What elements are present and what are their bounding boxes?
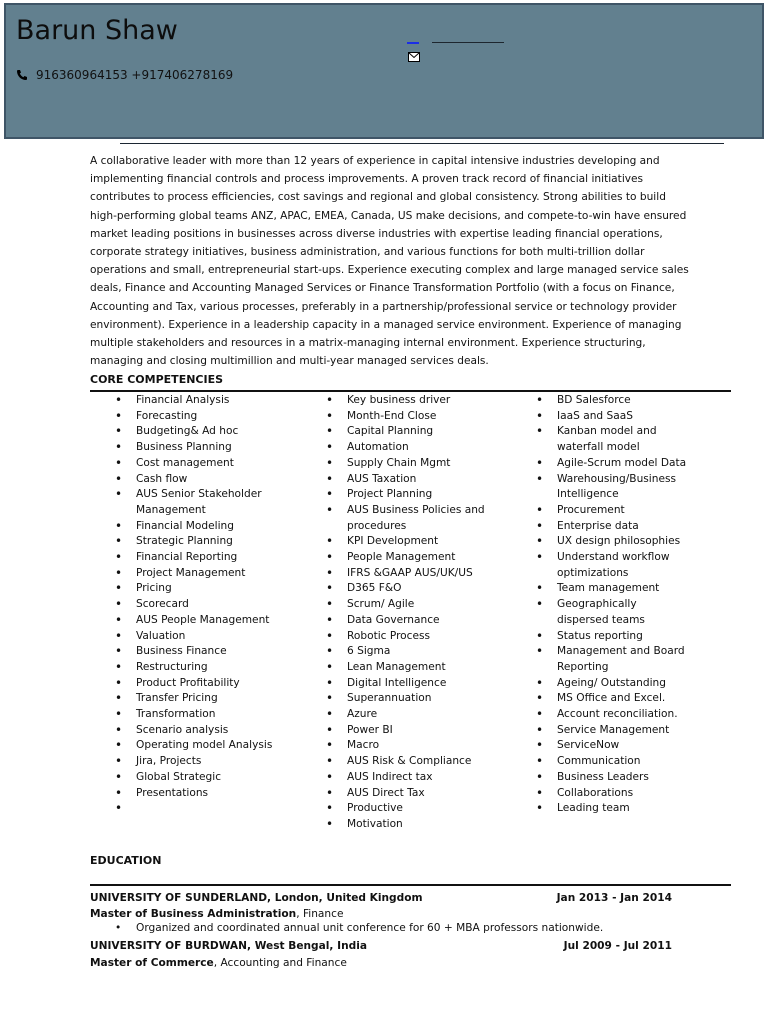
competency-item: • Power BI: [347, 723, 517, 739]
degree-field: , Accounting and Finance: [213, 957, 347, 969]
competency-item: • Leading team: [557, 801, 687, 817]
competency-item: • Business Finance: [136, 644, 316, 660]
competency-item: • AUS Taxation: [347, 472, 517, 488]
competency-item: • Business Leaders: [557, 770, 687, 786]
education-dates: Jul 2009 - Jul 2011: [563, 940, 672, 952]
competency-item: • Financial Modeling: [136, 519, 316, 535]
competency-item: • Business Planning: [136, 440, 316, 456]
competency-item: • Enterprise data: [557, 519, 687, 535]
competency-item: [136, 801, 316, 817]
phone-icon: [16, 69, 28, 81]
competency-item: • Forecasting: [136, 409, 316, 425]
competency-item: • Scorecard: [136, 597, 316, 613]
competency-item: • Financial Reporting: [136, 550, 316, 566]
competency-item: • Cost management: [136, 456, 316, 472]
university-name: UNIVERSITY OF BURDWAN, West Bengal, India: [90, 940, 367, 952]
competency-item: • Data Governance: [347, 613, 517, 629]
degree-line-2: [90, 955, 680, 971]
phone-row: [16, 68, 233, 82]
competency-item: • Operating model Analysis: [136, 738, 316, 754]
competency-item: • Azure: [347, 707, 517, 723]
competency-item: • AUS Business Policies and procedures: [347, 503, 517, 534]
competency-item: • Jira, Projects: [136, 754, 316, 770]
core-competencies-title: CORE COMPETENCIES: [90, 373, 224, 386]
competency-item: • Macro: [347, 738, 517, 754]
competency-item: • IaaS and SaaS: [557, 409, 687, 425]
competency-item: • IFRS &GAAP AUS/UK/US: [347, 566, 517, 582]
competency-item: • Product Profitability: [136, 676, 316, 692]
competency-item: • Team management: [557, 581, 687, 597]
competency-item: • Service Management: [557, 723, 687, 739]
degree-name: Master of Business Administration: [90, 908, 297, 920]
competency-item: • Global Strategic: [136, 770, 316, 786]
degree-field: , Finance: [296, 908, 344, 920]
link-underline[interactable]: [407, 42, 419, 44]
competency-item: • Pricing: [136, 581, 316, 597]
competency-item: • Motivation: [347, 817, 517, 833]
competency-item: • Month-End Close: [347, 409, 517, 425]
university-name: UNIVERSITY OF SUNDERLAND, London, United Kingdom: [90, 892, 423, 904]
competency-item: • D365 F&O: [347, 581, 517, 597]
education-rule: [90, 884, 731, 886]
competency-item: • Project Management: [136, 566, 316, 582]
education-dates: Jan 2013 - Jan 2014: [556, 892, 672, 904]
mail-icon: [408, 52, 420, 62]
competency-item: • Ageing/ Outstanding: [557, 676, 687, 692]
education-bullet: • Organized and coordinated annual unit conference for 60 + MBA professors nationwide.: [136, 922, 603, 934]
competency-item: • KPI Development: [347, 534, 517, 550]
competency-item: • Robotic Process: [347, 629, 517, 645]
competency-item: • AUS Risk & Compliance: [347, 754, 517, 770]
header-banner: [4, 3, 764, 139]
competency-item: • Agile-Scrum model Data: [557, 456, 687, 472]
competency-item: • Status reporting: [557, 629, 687, 645]
competency-item: • Transfer Pricing: [136, 691, 316, 707]
competencies-col-1: [136, 393, 316, 817]
competency-item: • UX design philosophies: [557, 534, 687, 550]
competency-item: • Valuation: [136, 629, 316, 645]
competency-item: • Scenario analysis: [136, 723, 316, 739]
competency-item: • Project Planning: [347, 487, 517, 503]
competency-item: • Budgeting& Ad hoc: [136, 424, 316, 440]
competency-item: • Warehousing/Business Intelligence: [557, 472, 687, 503]
competency-item: • Strategic Planning: [136, 534, 316, 550]
competency-item: • Capital Planning: [347, 424, 517, 440]
competency-item: • Collaborations: [557, 786, 687, 802]
competency-item: • Cash flow: [136, 472, 316, 488]
competencies-col-3: [557, 393, 687, 817]
competency-item: • AUS People Management: [136, 613, 316, 629]
competency-item: • Procurement: [557, 503, 687, 519]
competency-item: • BD Salesforce: [557, 393, 687, 409]
competency-item: • Transformation: [136, 707, 316, 723]
degree-line-1: [90, 906, 680, 922]
competency-item: • 6 Sigma: [347, 644, 517, 660]
competency-item: • Scrum/ Agile: [347, 597, 517, 613]
competency-item: • Kanban model and waterfall model: [557, 424, 687, 455]
competency-item: • Superannuation: [347, 691, 517, 707]
competency-item: • Financial Analysis: [136, 393, 316, 409]
education-entry-2: [90, 938, 680, 954]
competency-item: • Management and Board Reporting: [557, 644, 687, 675]
competency-item: • ServiceNow: [557, 738, 687, 754]
competency-item: • Digital Intelligence: [347, 676, 517, 692]
competency-item: • Communication: [557, 754, 687, 770]
competencies-rule: [90, 390, 731, 392]
competency-item: • AUS Senior Stakeholder Management: [136, 487, 316, 518]
candidate-name: Barun Shaw: [16, 15, 178, 46]
competency-item: • Lean Management: [347, 660, 517, 676]
competency-item: • Presentations: [136, 786, 316, 802]
competency-item: • Automation: [347, 440, 517, 456]
email-underline: [432, 42, 504, 43]
competencies-col-2: [347, 393, 517, 833]
competency-item: • AUS Indirect tax: [347, 770, 517, 786]
header-rule: [120, 143, 724, 144]
competency-item: • Key business driver: [347, 393, 517, 409]
competency-item: • People Management: [347, 550, 517, 566]
competency-item: • Understand workflow optimizations: [557, 550, 687, 581]
phone-numbers: 916360964153 +917406278169: [36, 68, 234, 82]
competency-item: • Account reconciliation.: [557, 707, 687, 723]
education-entry-1: [90, 890, 680, 906]
competency-item: • Supply Chain Mgmt: [347, 456, 517, 472]
summary-paragraph: A collaborative leader with more than 12 years of experience in capital intensive industries developing and implementing financial controls and process improvements. A proven track record of financial initiatives contributes to process efficiencies, cost savings and regional and global consistency. Strong abilities to build high-performing global teams ANZ, APAC, EMEA, Canada, US make decisions, and compete-to-win have ensured market leading positions in businesses across diverse industries with expertise leading financial operations, corporate strategy initiatives, business administration, and various functions for both multi-trillion dollar operations and small, entrepreneurial start-ups. Experience executing complex and large managed service sales deals, Finance and Accounting Managed Services or Finance Transformation Portfolio (with a focus on Finance, Accounting and Tax, various processes, preferably in a partnership/professional service or technology provider environment). Experience in a leadership capacity in a managed service environment. Experience of managing multiple stakeholders and resources in a matrix-managing internal environment. Experience structuring, managing and closing multimillion and multi-year managed services deals.: [90, 155, 689, 368]
competency-item: • Geographically dispersed teams: [557, 597, 687, 628]
education-title: EDUCATION: [90, 854, 162, 867]
competency-item: • Productive: [347, 801, 517, 817]
competency-item: • AUS Direct Tax: [347, 786, 517, 802]
competency-item: • Restructuring: [136, 660, 316, 676]
competency-item: • MS Office and Excel.: [557, 691, 687, 707]
degree-name: Master of Commerce: [90, 957, 214, 969]
